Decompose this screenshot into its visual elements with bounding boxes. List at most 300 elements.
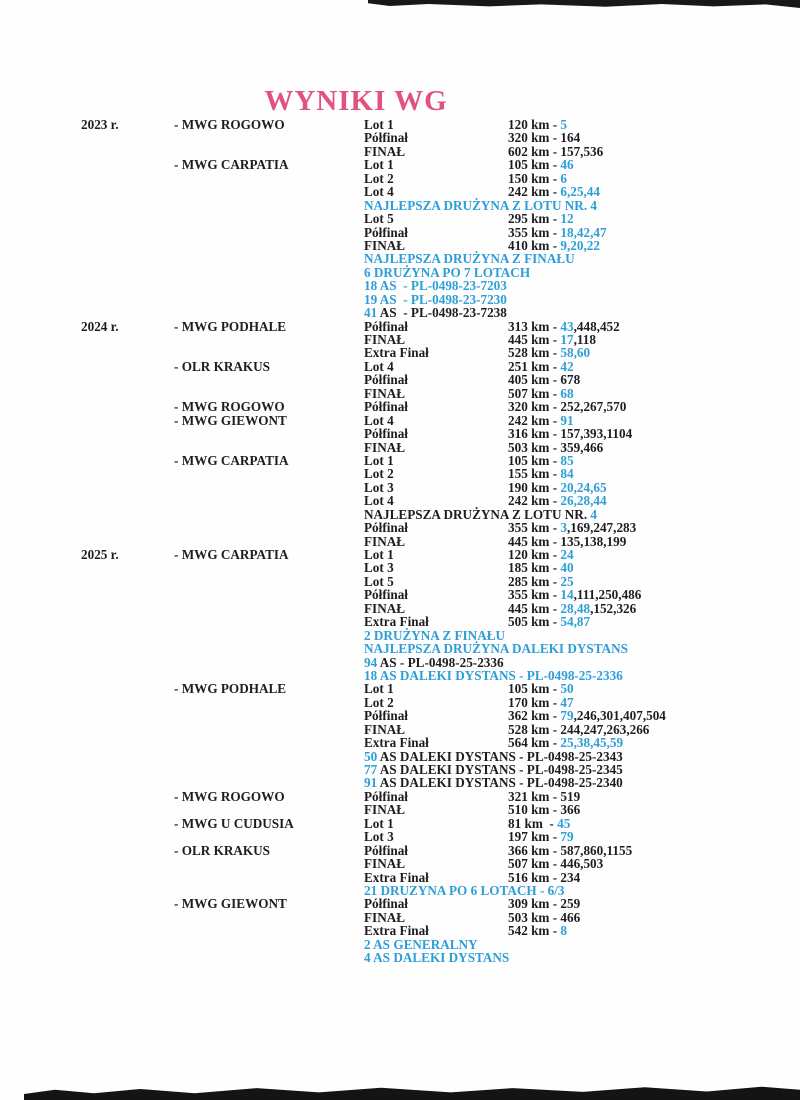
result-row xyxy=(0,938,800,951)
plain-text: FINAŁ xyxy=(364,802,406,818)
plain-text: 120 km - xyxy=(508,547,561,562)
result-row xyxy=(0,575,800,588)
stage-label xyxy=(364,239,405,252)
plain-text: 2025 r. xyxy=(81,547,119,562)
club-name xyxy=(174,817,294,830)
result-row xyxy=(0,252,800,265)
plain-text: ,111,250,486 xyxy=(573,587,642,603)
plain-text: Lot 1 xyxy=(364,452,394,468)
result-row xyxy=(0,400,800,413)
result-value xyxy=(508,467,574,480)
plain-text: AS - PL-0498-25-2336 xyxy=(377,654,504,670)
plain-text: 445 km - 135,138,199 xyxy=(508,533,627,549)
plain-text: 507 km - 446,503 xyxy=(508,856,604,872)
result-value xyxy=(508,830,574,843)
highlighted-text: 91 xyxy=(364,775,378,791)
plain-text: 355 km - xyxy=(508,224,561,240)
plain-text: 242 km - xyxy=(508,412,561,428)
result-value xyxy=(508,346,590,359)
result-row xyxy=(0,911,800,924)
stage-label xyxy=(364,911,405,924)
page-title: WYNIKI WG xyxy=(264,85,448,118)
highlighted-text: 50 xyxy=(560,681,574,697)
stage-label xyxy=(364,844,408,857)
highlighted-text: 17 xyxy=(560,332,574,347)
result-value xyxy=(508,481,607,494)
plain-text: FINAŁ xyxy=(364,721,406,737)
plain-text: Lot 1 xyxy=(364,681,394,697)
plain-text: Lot 1 xyxy=(364,815,394,831)
note-line xyxy=(364,669,623,682)
plain-text: Lot 4 xyxy=(364,412,394,428)
result-value xyxy=(508,427,632,440)
result-row xyxy=(0,790,800,803)
plain-text: 320 km - 164 xyxy=(508,130,581,146)
result-value xyxy=(508,871,580,884)
result-row xyxy=(0,588,800,601)
club-name xyxy=(174,897,287,910)
plain-text: FINAŁ xyxy=(364,439,406,455)
club-name xyxy=(174,158,289,171)
stage-label xyxy=(364,830,394,843)
plain-text: 321 km - 519 xyxy=(508,788,581,804)
stage-label xyxy=(364,481,394,494)
stage-label xyxy=(364,373,408,386)
plain-text: 105 km - xyxy=(508,681,561,697)
result-row xyxy=(0,199,800,212)
result-value xyxy=(508,561,574,574)
highlighted-text: 18 AS - PL-0498-23-7203 xyxy=(364,278,507,294)
note-line xyxy=(364,656,504,669)
result-row xyxy=(0,293,800,306)
stage-label xyxy=(364,226,408,239)
highlighted-text: 41 xyxy=(364,305,378,321)
result-value xyxy=(508,548,574,561)
plain-text: 564 km - xyxy=(508,735,561,751)
result-value xyxy=(508,373,580,386)
plain-text: Półfinał xyxy=(364,708,408,724)
plain-text: - MWG ROGOWO xyxy=(174,117,285,132)
plain-text: Lot 1 xyxy=(364,117,394,132)
scanner-edge-artifact-bottom xyxy=(24,1083,800,1100)
result-value xyxy=(508,924,567,937)
result-value xyxy=(508,723,649,736)
plain-text: Lot 4 xyxy=(364,493,394,509)
result-row xyxy=(0,212,800,225)
result-value xyxy=(508,333,596,346)
highlighted-text: 2 DRUŻYNA Z FINAŁU xyxy=(364,627,506,643)
plain-text: ,448,452 xyxy=(573,318,620,334)
plain-text: Półfinał xyxy=(364,842,408,858)
stage-label xyxy=(364,615,429,628)
plain-text: - MWG ROGOWO xyxy=(174,788,285,804)
highlighted-text: 42 xyxy=(560,358,574,374)
plain-text: FINAŁ xyxy=(364,143,406,159)
plain-text: Extra Finał xyxy=(364,614,429,630)
stage-label xyxy=(364,521,408,534)
highlighted-text: 40 xyxy=(560,560,574,576)
plain-text: 105 km - xyxy=(508,452,561,468)
result-row xyxy=(0,158,800,171)
result-row xyxy=(0,131,800,144)
plain-text: 362 km - xyxy=(508,708,561,724)
plain-text: - OLR KRAKUS xyxy=(174,842,270,858)
result-value xyxy=(508,226,607,239)
result-row xyxy=(0,736,800,749)
club-name xyxy=(174,360,270,373)
result-row xyxy=(0,817,800,830)
plain-text: - OLR KRAKUS xyxy=(174,358,270,374)
result-row xyxy=(0,535,800,548)
stage-label xyxy=(364,414,394,427)
plain-text: - MWG GIEWONT xyxy=(174,896,287,912)
plain-text: Półfinał xyxy=(364,587,408,603)
result-row xyxy=(0,266,800,279)
highlighted-text: 6 xyxy=(560,170,567,186)
plain-text: Półfinał xyxy=(364,788,408,804)
result-value xyxy=(508,857,603,870)
plain-text: FINAŁ xyxy=(364,856,406,872)
plain-text: Extra Finał xyxy=(364,923,429,939)
plain-text: - MWG U CUDUSIA xyxy=(174,815,294,831)
highlighted-text: 20,24,65 xyxy=(560,479,607,495)
result-row xyxy=(0,602,800,615)
stage-label xyxy=(364,803,405,816)
plain-text: 542 km - xyxy=(508,923,561,939)
result-row xyxy=(0,279,800,292)
plain-text: ,152,326 xyxy=(590,600,637,616)
result-value xyxy=(508,441,603,454)
plain-text: 242 km - xyxy=(508,184,561,200)
plain-text: Półfinał xyxy=(364,372,408,388)
club-name xyxy=(174,118,285,131)
plain-text: 445 km - xyxy=(508,332,561,347)
plain-text: Półfinał xyxy=(364,896,408,912)
stage-label xyxy=(364,467,394,480)
plain-text: Extra Finał xyxy=(364,345,429,361)
result-value xyxy=(508,790,580,803)
highlighted-text: 3 xyxy=(560,520,567,536)
plain-text: Lot 5 xyxy=(364,573,394,589)
club-name xyxy=(174,400,285,413)
year-label xyxy=(81,118,119,131)
highlighted-text: 68 xyxy=(560,385,574,401)
stage-label xyxy=(364,535,405,548)
plain-text: Lot 3 xyxy=(364,479,394,495)
highlighted-text: NAJLEPSZA DRUŻYNA Z FINAŁU xyxy=(364,251,575,267)
result-row xyxy=(0,508,800,521)
result-value xyxy=(508,575,574,588)
result-value xyxy=(508,158,574,171)
result-value xyxy=(508,131,580,144)
plain-text: 410 km - xyxy=(508,237,561,253)
result-row xyxy=(0,871,800,884)
plain-text: 309 km - 259 xyxy=(508,896,581,912)
result-value xyxy=(508,387,574,400)
highlighted-text: 14 xyxy=(560,587,574,603)
highlighted-text: 79 xyxy=(560,829,574,845)
plain-text: 516 km - 234 xyxy=(508,869,581,885)
stage-label xyxy=(364,696,394,709)
result-row xyxy=(0,696,800,709)
stage-label xyxy=(364,494,394,507)
note-line xyxy=(364,252,575,265)
plain-text: Półfinał xyxy=(364,399,408,415)
plain-text: - MWG CARPATIA xyxy=(174,547,289,562)
highlighted-text: 6,25,44 xyxy=(560,184,600,200)
result-value xyxy=(508,414,574,427)
stage-label xyxy=(364,360,394,373)
highlighted-text: 46 xyxy=(560,157,574,173)
club-name xyxy=(174,454,289,467)
stage-label xyxy=(364,924,429,937)
result-value xyxy=(508,803,580,816)
result-row xyxy=(0,454,800,467)
highlighted-text: 25 xyxy=(560,573,574,589)
plain-text: FINAŁ xyxy=(364,909,406,925)
result-value xyxy=(508,817,570,830)
plain-text: 2024 r. xyxy=(81,318,119,334)
plain-text: Lot 3 xyxy=(364,560,394,576)
result-row xyxy=(0,669,800,682)
note-line xyxy=(364,750,623,763)
stage-label xyxy=(364,427,408,440)
plain-text: FINAŁ xyxy=(364,385,406,401)
plain-text: - MWG GIEWONT xyxy=(174,412,287,428)
note-line xyxy=(364,293,507,306)
note-line xyxy=(364,199,597,212)
result-row xyxy=(0,629,800,642)
plain-text: 197 km - xyxy=(508,829,561,845)
plain-text: FINAŁ xyxy=(364,533,406,549)
note-line xyxy=(364,763,623,776)
stage-label xyxy=(364,871,429,884)
plain-text: 313 km - xyxy=(508,318,561,334)
year-label xyxy=(81,320,119,333)
result-row xyxy=(0,373,800,386)
plain-text: - MWG CARPATIA xyxy=(174,157,289,173)
result-value xyxy=(508,535,626,548)
result-row xyxy=(0,481,800,494)
result-row xyxy=(0,118,800,131)
note-line xyxy=(364,642,628,655)
plain-text: - MWG PODHALE xyxy=(174,681,287,697)
result-row xyxy=(0,776,800,789)
result-row xyxy=(0,642,800,655)
result-value xyxy=(508,897,580,910)
stage-label xyxy=(364,212,394,225)
highlighted-text: 84 xyxy=(560,466,574,482)
plain-text: ,246,301,407,504 xyxy=(573,708,666,724)
plain-text: 120 km - xyxy=(508,117,561,132)
plain-text: Extra Finał xyxy=(364,735,429,751)
highlighted-text: NAJLEPSZA DRUŻYNA Z LOTU NR. 4 xyxy=(364,197,598,213)
club-name xyxy=(174,414,287,427)
result-row xyxy=(0,346,800,359)
plain-text: - MWG CARPATIA xyxy=(174,452,289,468)
highlighted-text: 9,20,22 xyxy=(560,237,600,253)
result-row xyxy=(0,723,800,736)
result-row xyxy=(0,226,800,239)
result-value xyxy=(508,212,574,225)
highlighted-text: 8 xyxy=(560,923,567,939)
stage-label xyxy=(364,185,394,198)
plain-text: Półfinał xyxy=(364,130,408,146)
plain-text: ,169,247,283 xyxy=(566,520,637,536)
stage-label xyxy=(364,441,405,454)
plain-text: 285 km - xyxy=(508,573,561,589)
plain-text: 355 km - xyxy=(508,587,561,603)
result-row xyxy=(0,709,800,722)
result-row xyxy=(0,387,800,400)
result-row xyxy=(0,561,800,574)
stage-label xyxy=(364,897,408,910)
result-value xyxy=(508,736,623,749)
highlighted-text: 4 xyxy=(590,506,598,522)
plain-text: 316 km - 157,393,1104 xyxy=(508,426,633,442)
result-row xyxy=(0,185,800,198)
stage-label xyxy=(364,723,405,736)
highlighted-text: 26,28,44 xyxy=(560,493,607,509)
plain-text: 602 km - 157,536 xyxy=(508,143,604,159)
plain-text: 445 km - xyxy=(508,600,561,616)
result-row xyxy=(0,239,800,252)
highlighted-text: 2 AS GENERALNY xyxy=(364,936,478,952)
result-value xyxy=(508,400,626,413)
plain-text: 155 km - xyxy=(508,466,561,482)
result-value xyxy=(508,172,567,185)
stage-label xyxy=(364,333,405,346)
result-row xyxy=(0,360,800,373)
result-value xyxy=(508,360,574,373)
stage-label xyxy=(364,158,394,171)
club-name xyxy=(174,790,285,803)
plain-text: Półfinał xyxy=(364,318,408,334)
plain-text: Lot 1 xyxy=(364,157,394,173)
plain-text: Lot 2 xyxy=(364,466,394,482)
stage-label xyxy=(364,790,408,803)
stage-label xyxy=(364,602,405,615)
result-value xyxy=(508,696,574,709)
result-row xyxy=(0,494,800,507)
note-line xyxy=(364,776,623,789)
plain-text: FINAŁ xyxy=(364,237,406,253)
result-row xyxy=(0,441,800,454)
highlighted-text: 24 xyxy=(560,547,574,562)
plain-text: 251 km - xyxy=(508,358,561,374)
note-line xyxy=(364,279,507,292)
stage-label xyxy=(364,172,394,185)
result-value xyxy=(508,588,641,601)
stage-label xyxy=(364,682,394,695)
highlighted-text: 21 DRUZYNA PO 6 LOTACH - 6/3 xyxy=(364,882,565,898)
plain-text: 528 km - 244,247,263,266 xyxy=(508,721,650,737)
highlighted-text: 19 AS - PL-0498-23-7230 xyxy=(364,291,507,307)
result-value xyxy=(508,454,574,467)
result-row xyxy=(0,656,800,669)
stage-label xyxy=(364,561,394,574)
result-value xyxy=(508,521,636,534)
highlighted-text: 45 xyxy=(557,815,571,831)
stage-label xyxy=(364,454,394,467)
plain-text: AS - PL-0498-23-7238 xyxy=(377,305,507,321)
plain-text: 295 km - xyxy=(508,211,561,227)
highlighted-text: 94 xyxy=(364,654,378,670)
note-line xyxy=(364,508,597,521)
highlighted-text: 50 xyxy=(364,748,378,764)
result-value xyxy=(508,494,607,507)
club-name xyxy=(174,844,270,857)
results-table xyxy=(0,118,800,965)
plain-text: Półfinał xyxy=(364,426,408,442)
plain-text: 503 km - 466 xyxy=(508,909,581,925)
plain-text: FINAŁ xyxy=(364,600,406,616)
result-row xyxy=(0,414,800,427)
note-line xyxy=(364,306,507,319)
note-line xyxy=(364,266,530,279)
result-row xyxy=(0,830,800,843)
plain-text: 528 km - xyxy=(508,345,561,361)
plain-text: Lot 4 xyxy=(364,358,394,374)
club-name xyxy=(174,548,289,561)
plain-text: Półfinał xyxy=(364,520,408,536)
stage-label xyxy=(364,145,405,158)
stage-label xyxy=(364,387,405,400)
plain-text: Lot 3 xyxy=(364,829,394,845)
result-row xyxy=(0,521,800,534)
plain-text: 355 km - xyxy=(508,520,561,536)
highlighted-text: 79 xyxy=(560,708,574,724)
result-row xyxy=(0,857,800,870)
result-row xyxy=(0,844,800,857)
plain-text: Lot 4 xyxy=(364,184,394,200)
result-value xyxy=(508,320,620,333)
highlighted-text: 58,60 xyxy=(560,345,591,361)
plain-text: 185 km - xyxy=(508,560,561,576)
result-row xyxy=(0,763,800,776)
highlighted-text: NAJLEPSZA DRUŻYNA DALEKI DYSTANS xyxy=(364,641,628,657)
plain-text: 507 km - xyxy=(508,385,561,401)
result-value xyxy=(508,145,603,158)
plain-text: Lot 2 xyxy=(364,694,394,710)
plain-text: 150 km - xyxy=(508,170,561,186)
result-value xyxy=(508,911,580,924)
plain-text: - MWG ROGOWO xyxy=(174,399,285,415)
result-value xyxy=(508,682,574,695)
stage-label xyxy=(364,118,394,131)
highlighted-text: 12 xyxy=(560,211,574,227)
club-name xyxy=(174,320,286,333)
result-value xyxy=(508,844,632,857)
result-value xyxy=(508,602,636,615)
result-row xyxy=(0,897,800,910)
plain-text: 510 km - 366 xyxy=(508,802,581,818)
stage-label xyxy=(364,817,394,830)
result-row xyxy=(0,615,800,628)
note-line xyxy=(364,951,509,964)
highlighted-text: 77 xyxy=(364,762,378,777)
result-row xyxy=(0,682,800,695)
stage-label xyxy=(364,131,408,144)
stage-label xyxy=(364,320,408,333)
highlighted-text: 91 xyxy=(560,412,574,428)
plain-text: Extra Finał xyxy=(364,869,429,885)
highlighted-text: 25,38,45,59 xyxy=(560,735,624,751)
plain-text: AS DALEKI DYSTANS - PL-0498-25-2343 xyxy=(377,748,623,764)
highlighted-text: 54,87 xyxy=(560,614,591,630)
plain-text: - MWG PODHALE xyxy=(174,318,287,334)
plain-text: 405 km - 678 xyxy=(508,372,581,388)
